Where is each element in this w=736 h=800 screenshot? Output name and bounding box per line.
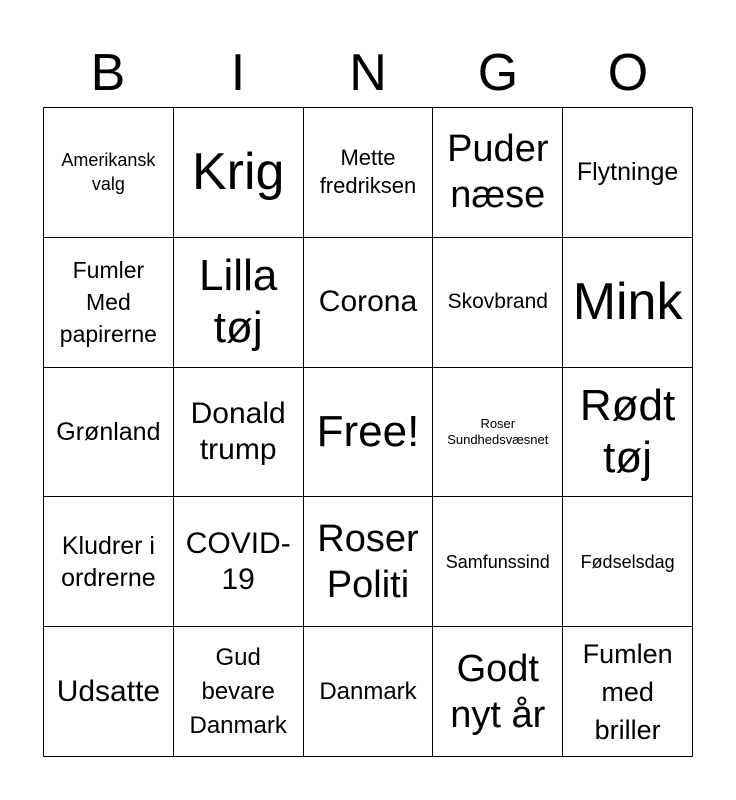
cell-label: Roser Politi [317, 517, 419, 606]
cell-label: Fumlen med briller [582, 638, 673, 745]
bingo-cell[interactable] [563, 368, 693, 498]
cell-label: Donald trump [190, 396, 286, 466]
cell-label: Gud bevare Danmark [189, 643, 287, 739]
bingo-cell[interactable] [174, 627, 304, 757]
cell-label: COVID-19 [185, 526, 291, 596]
cell-label: Roser Sundhedsvæsnet [447, 415, 549, 447]
cell-label: Krig [191, 143, 285, 202]
bingo-cell[interactable] [563, 627, 693, 757]
bingo-header [43, 40, 693, 106]
cell-label: Fumler Med papirerne [59, 257, 157, 348]
cell-label: Rødt tøj [579, 380, 676, 482]
cell-label: Puder næse [447, 128, 549, 217]
cell-label: Mette fredriksen [319, 145, 417, 199]
header-letter-o: O [607, 44, 649, 102]
header-letter-i: I [230, 44, 246, 102]
bingo-cell[interactable] [174, 108, 304, 238]
header-letter-n: N [349, 44, 387, 102]
cell-label: Kludrer i ordrerne [61, 531, 156, 592]
bingo-cell[interactable] [304, 497, 434, 627]
cell-label: Danmark [319, 677, 417, 705]
bingo-cell[interactable] [433, 368, 563, 498]
bingo-cell[interactable] [433, 497, 563, 627]
bingo-cell[interactable] [563, 497, 693, 627]
bingo-cell[interactable] [304, 108, 434, 238]
cell-label: Fødselsdag [580, 551, 675, 572]
bingo-cell[interactable] [174, 497, 304, 627]
bingo-cell[interactable] [433, 627, 563, 757]
bingo-cell[interactable] [44, 627, 174, 757]
bingo-cell[interactable] [304, 238, 434, 368]
bingo-cell[interactable] [44, 497, 174, 627]
bingo-cell[interactable] [563, 238, 693, 368]
cell-label: Amerikansk valg [61, 150, 156, 195]
cell-label: Skovbrand [447, 290, 548, 314]
bingo-cell[interactable] [433, 238, 563, 368]
cell-label: Samfunssind [445, 551, 550, 572]
cell-label: Godt nyt år [450, 647, 546, 736]
bingo-cell[interactable] [174, 368, 304, 498]
cell-label: Lilla tøj [199, 251, 278, 353]
cell-label: Mink [572, 273, 683, 332]
cell-label: Flytninge [576, 158, 679, 187]
bingo-cell[interactable] [563, 108, 693, 238]
cell-label: Corona [318, 285, 418, 319]
header-letter-g: G [477, 44, 519, 102]
bingo-cell[interactable] [304, 368, 434, 498]
header-letter-b: B [90, 44, 126, 102]
bingo-cell[interactable] [44, 238, 174, 368]
bingo-cell[interactable] [174, 238, 304, 368]
cell-label: Grønland [56, 417, 161, 446]
bingo-cell[interactable] [44, 108, 174, 238]
cell-label: Udsatte [56, 674, 161, 708]
bingo-grid [43, 107, 693, 757]
bingo-cell[interactable] [44, 368, 174, 498]
cell-label: Free! [316, 406, 420, 456]
bingo-cell[interactable] [304, 627, 434, 757]
bingo-cell[interactable] [433, 108, 563, 238]
